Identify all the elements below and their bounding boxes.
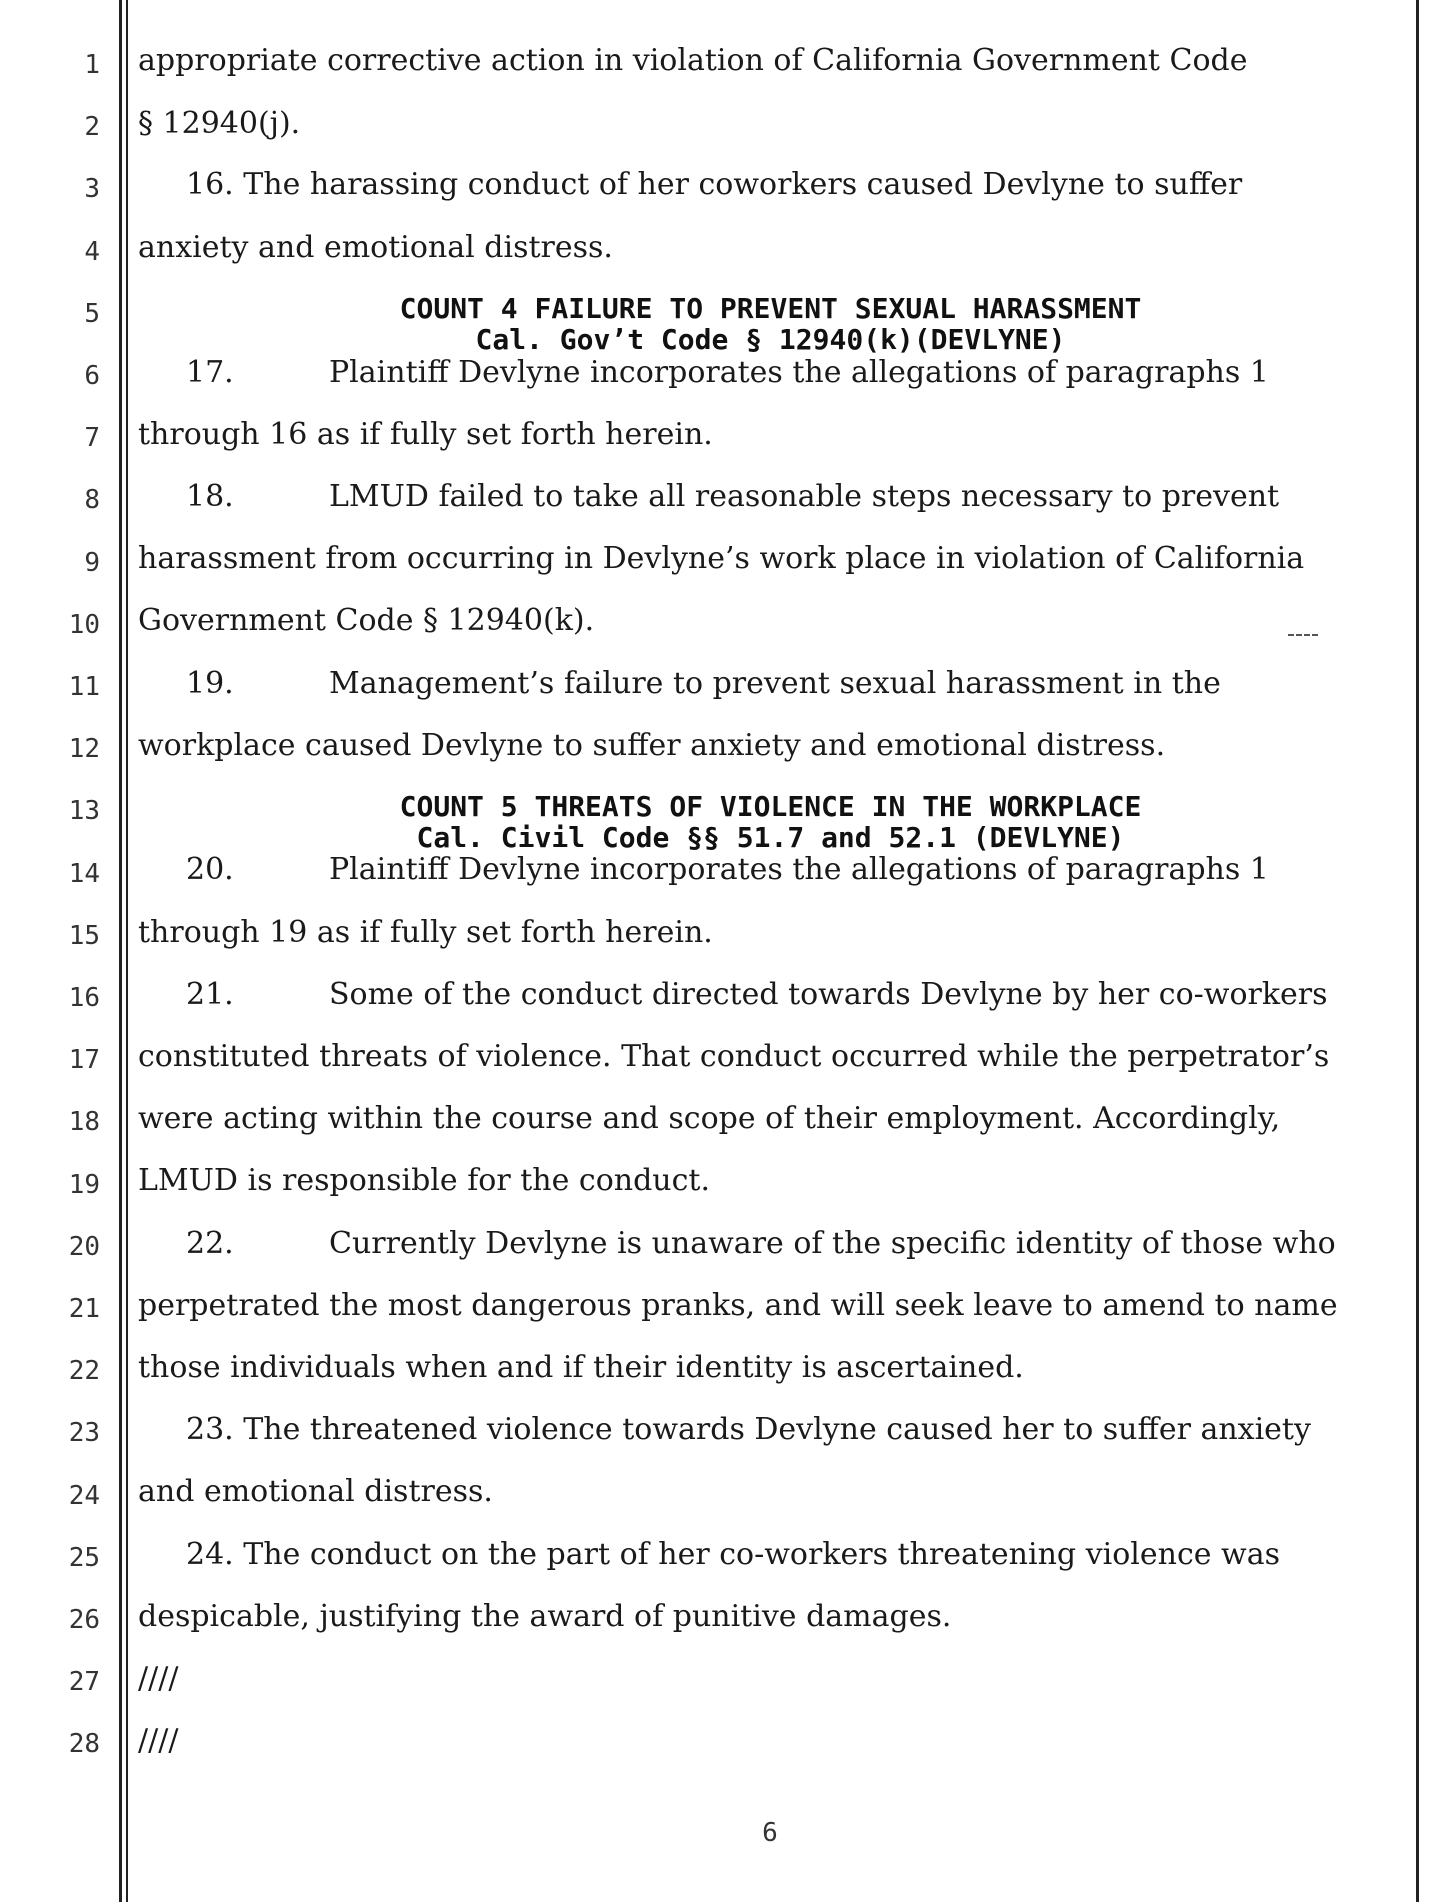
line-number: 1 [84,50,100,80]
line-number: 27 [68,1667,100,1697]
body-line: LMUD is responsible for the conduct. [138,1163,711,1198]
paragraph-22 [186,1226,1447,1262]
line-number: 23 [68,1418,100,1448]
body-line: § 12940(j). [138,106,301,141]
paragraph-20 [186,852,1447,888]
paragraph-number: 19. [186,666,234,701]
body-line: anxiety and emotional distress. [138,230,613,265]
line-number: 2 [84,112,100,142]
line-number: 20 [68,1232,100,1262]
paragraph-23: 23. The threatened violence towards Devlyne caused her to suffer anxiety [186,1412,1311,1447]
body-line: perpetrated the most dangerous pranks, and will seek leave to amend to name [138,1288,1338,1323]
scan-mark [1288,634,1318,638]
line-number: 28 [68,1729,100,1759]
body-line: harassment from occurring in Devlyne’s work place in violation of California [138,541,1305,576]
paragraph-21 [186,977,1447,1013]
line-number: 26 [68,1605,100,1635]
body-line: through 19 as if fully set forth herein. [138,915,713,950]
line-number: 18 [68,1107,100,1137]
line-number: 14 [68,859,100,889]
left-margin-rule-inner [126,0,128,1902]
line-number: 6 [84,361,100,391]
paragraph-18 [186,479,1447,515]
body-line: and emotional distress. [138,1474,493,1509]
count-5-heading: COUNT 5 THREATS OF VIOLENCE IN THE WORKPLACE [399,790,1142,823]
body-line: Government Code § 12940(k). [138,603,595,638]
paragraph-number: 22. [186,1226,234,1261]
line-number: 15 [68,921,100,951]
paragraph-number: 21. [186,977,234,1012]
line-number: 24 [68,1481,100,1511]
paragraph-text: Management’s failure to prevent sexual harassment in the [329,666,1221,701]
paragraph-number: 18. [186,479,234,514]
body-line: were acting within the course and scope of their employment. Accordingly, [138,1101,1281,1136]
line-number: 16 [68,983,100,1013]
body-line: those individuals when and if their identity is ascertained. [138,1350,1024,1385]
line-number: 21 [68,1294,100,1324]
paragraph-text: Some of the conduct directed towards Devlyne by her co-workers [329,977,1328,1012]
paragraph-24: 24. The conduct on the part of her co-workers threatening violence was [186,1537,1280,1572]
body-line: despicable, justifying the award of punitive damages. [138,1599,952,1634]
paragraph-19 [186,666,1447,702]
paragraph-17 [186,355,1447,391]
continuation-mark: //// [138,1661,179,1696]
line-number: 8 [84,485,100,515]
paragraph-number: 17. [186,355,234,390]
line-number: 11 [68,672,100,702]
continuation-mark: //// [138,1723,179,1758]
count-5-citation: Cal. Civil Code §§ 51.7 and 52.1 (DEVLYNE) [416,821,1125,854]
body-line: constituted threats of violence. That conduct occurred while the perpetrator’s [138,1039,1330,1074]
paragraph-16: 16. The harassing conduct of her coworkers caused Devlyne to suffer [186,167,1243,202]
left-margin-rule-outer [119,0,122,1902]
count-4-heading: COUNT 4 FAILURE TO PREVENT SEXUAL HARASSMENT [399,292,1142,325]
body-line: through 16 as if fully set forth herein. [138,417,713,452]
page-number: 6 [762,1818,778,1848]
line-number: 17 [68,1045,100,1075]
body-line: workplace caused Devlyne to suffer anxiety and emotional distress. [138,728,1166,763]
line-number: 4 [84,237,100,267]
line-number: 13 [68,796,100,826]
count-4-citation: Cal. Gov’t Code § 12940(k)(DEVLYNE) [475,323,1066,356]
line-number: 3 [84,174,100,204]
paragraph-text: Plaintiff Devlyne incorporates the allegations of paragraphs 1 [329,852,1269,887]
line-number: 25 [68,1543,100,1573]
paragraph-text: Currently Devlyne is unaware of the specific identity of those who [329,1226,1336,1261]
line-number: 12 [68,734,100,764]
body-line: appropriate corrective action in violation of California Government Code [138,43,1248,78]
line-number: 9 [84,548,100,578]
paragraph-number: 20. [186,852,234,887]
right-margin-rule [1416,0,1419,1902]
paragraph-text: LMUD failed to take all reasonable steps necessary to prevent [329,479,1280,514]
line-number: 10 [68,610,100,640]
line-number: 5 [84,299,100,329]
line-number: 7 [84,423,100,453]
paragraph-text: Plaintiff Devlyne incorporates the allegations of paragraphs 1 [329,355,1269,390]
line-number: 22 [68,1356,100,1386]
line-number: 19 [68,1170,100,1200]
